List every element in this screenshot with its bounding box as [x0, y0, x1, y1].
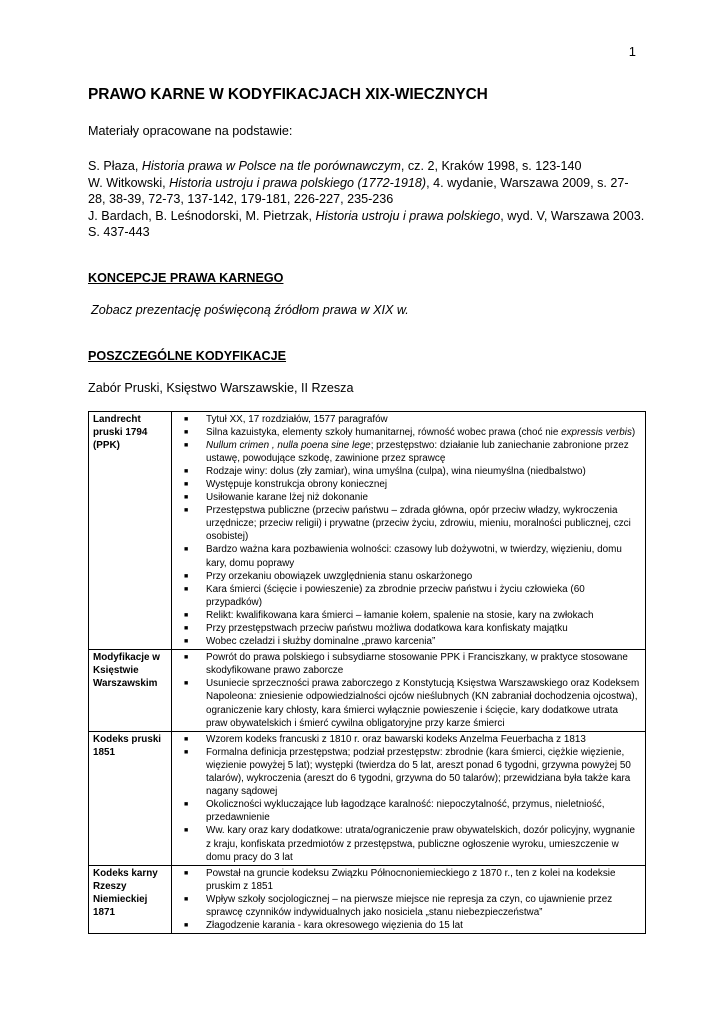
source-item: W. Witkowski, Historia ustroju i prawa polskiego (1772-1918), 4. wydanie, Warszawa 2009, s. 27-28, 38-39, 72-73, 137-142, 179-181, 226-227, 235-236 — [88, 175, 629, 206]
list-item-text: Wzorem kodeks francuski z 1810 r. oraz bawarski kodeks Anzelma Feuerbacha z 1813 — [206, 733, 586, 745]
list-item-text: Rodzaje winy: dolus (zły zamiar), wina umyślna (culpa), wina nieumyślna (niedbalstwo) — [206, 465, 586, 477]
list-item-text: ) — [631, 426, 636, 438]
list-item-text: Powstał na gruncie kodeksu Związku Północnoniemieckiego z 1870 r., ten z kolei na kodeksie pruskim z 1851 — [206, 867, 616, 892]
list-item-text: expressis verbis — [561, 426, 632, 438]
list-item — [184, 893, 641, 919]
list-item — [184, 609, 641, 622]
square-bullet-icon: ■ — [184, 748, 189, 756]
list-item-text: Wpływ szkoły socjologicznej – na pierwsze miejsce nie represja za czyn, co ujawnienie przez sprawcę czynników indywidualnych jako nosiciela „stanu niebezpieczeństwa” — [206, 893, 613, 918]
list-item-text: Formalna definicja przestępstwa; podział przestępstw: zbrodnie (kara śmierci, ciężkie więzienie, więzienie powyżej 5 lat); występki (twierdza do 5 lat, areszt ponad 6 tygodni, grzywna powyżej 50 talarów), wykroczenia (areszt do 6 tygodni, grzywna do 50 talarów); przewidziana była także kara nagany sądowej — [206, 746, 631, 798]
list-item-text: Powrót do prawa polskiego i subsydiarne stosowanie PPK i Franciszkany, w praktyce stosowane skodyfikowane prawo zaborcze — [206, 652, 628, 677]
square-bullet-icon: ■ — [184, 585, 189, 593]
square-bullet-icon: ■ — [184, 735, 189, 743]
square-bullet-icon: ■ — [184, 507, 189, 515]
square-bullet-icon: ■ — [184, 546, 189, 554]
square-bullet-icon: ■ — [184, 611, 189, 619]
list-item — [184, 426, 641, 439]
document-title: PRAWO KARNE W KODYFIKACJACH XIX-WIECZNYCH — [88, 86, 488, 103]
square-bullet-icon: ■ — [184, 895, 189, 903]
list-item-text: Bardzo ważna kara pozbawienia wolności: czasowy lub dożywotni, w twierdzy, więzieniu, domu kary, domu poprawy — [206, 544, 622, 569]
region-subheading: Zabór Pruski, Księstwo Warszawskie, II Rzesza — [88, 380, 354, 395]
list-item — [184, 635, 641, 648]
list-item-text: Ww. kary oraz kary dodatkowe: utrata/ograniczenie praw obywatelskich, dozór policyjny, wygnanie z kraju, konfiskata przedmiotów z przestępstwa, publiczne ogłoszenie wyroku, umieszczenie w domu pracy do 3 lat — [206, 825, 636, 863]
list-item — [184, 677, 641, 729]
list-item — [184, 543, 641, 569]
list-item-text: Silna kazuistyka, elementy szkoły humanitarnej, równość wobec prawa (choć nie — [206, 426, 562, 438]
list-item-text: Wobec czeladzi i służby dominalne „prawo karcenia” — [206, 636, 436, 648]
list-item-text: Tytuł XX, 17 rozdziałów, 1577 paragrafów — [206, 413, 388, 425]
list-item — [184, 622, 641, 635]
list-item — [184, 478, 641, 491]
list-item — [184, 504, 641, 543]
list-item-text: Przy przestępstwach przeciw państwu możliwa dodatkowa kara konfiskaty majątku — [206, 623, 568, 634]
list-item-text: Okoliczności wykluczające lub łagodzące karalność: niepoczytalność, przymus, nieletniość, przedawnienie — [206, 799, 605, 824]
square-bullet-icon: ■ — [184, 572, 189, 580]
list-item-text: Przy orzekaniu obowiązek uwzględnienia stanu oskarżonego — [206, 570, 473, 582]
square-bullet-icon: ■ — [184, 428, 189, 436]
table-row — [89, 650, 646, 732]
list-item-text: ; przestępstwo: działanie lub zaniechanie zabronione przez ustawę, powodujące szkodę, zawinione przez sprawcę — [206, 439, 629, 464]
square-bullet-icon: ■ — [184, 638, 189, 646]
document-body — [88, 86, 646, 934]
list-item — [184, 824, 641, 863]
bullet-list — [176, 867, 641, 932]
code-items-cell — [172, 731, 646, 865]
list-item — [184, 439, 641, 465]
code-name-cell: Landrecht pruski 1794 (PPK) — [89, 411, 172, 650]
source-item: J. Bardach, B. Leśnodorski, M. Pietrzak, Historia ustroju i prawa polskiego, wyd. V, Warszawa 2003. S. 437-443 — [88, 208, 645, 239]
page-number: 1 — [628, 44, 636, 59]
list-item — [184, 570, 641, 583]
list-item — [184, 491, 641, 504]
list-item — [184, 919, 641, 932]
section-heading-concepts: KONCEPCJE PRAWA KARNEGO — [88, 270, 284, 285]
square-bullet-icon: ■ — [184, 869, 189, 877]
square-bullet-icon: ■ — [184, 494, 189, 502]
list-item-text: Kara śmierci (ścięcie i powieszenie) za zbrodnie przeciw państwu i życiu człowieka (60 przypadków) — [206, 583, 585, 608]
list-item-text: Złagodzenie karania - kara okresowego więzienia do 15 lat — [206, 920, 463, 932]
square-bullet-icon: ■ — [184, 922, 189, 930]
list-item-text: Nullum crimen , nulla poena sine lege — [206, 439, 371, 451]
bullet-list — [176, 733, 641, 864]
code-items-cell — [172, 650, 646, 732]
square-bullet-icon: ■ — [184, 625, 189, 632]
code-items-cell — [172, 411, 646, 650]
bullet-list — [176, 413, 641, 649]
list-item-text: Usuniecie sprzeczności prawa zaborczego z Konstytucją Księstwa Warszawskiego oraz Kodeksem Napoleona: zniesienie odpowiedzialności ojców nieślubnych (KN zabraniał dochodzenia ojcostwa), ograniczenie kary chłosty, kara śmierci wyłącznie powieszenie i ścięcie, kary dodatkowe utrata praw obywatelskich i śmierć cywilna obligatoryjne przy karze śmierci — [206, 678, 640, 729]
list-item — [184, 733, 641, 746]
square-bullet-icon: ■ — [184, 680, 189, 688]
list-item-text: Relikt: kwalifikowana kara śmierci – łamanie kołem, spalenie na stosie, kary na zwłokach — [206, 609, 594, 621]
square-bullet-icon: ■ — [184, 827, 189, 835]
list-item — [184, 746, 641, 798]
sources-list — [88, 158, 646, 241]
list-item — [184, 867, 641, 893]
list-item — [184, 798, 641, 824]
section-heading-codifications: POSZCZEGÓLNE KODYFIKACJE — [88, 348, 287, 363]
table-row — [89, 411, 646, 650]
intro-text: Materiały opracowane na podstawie: — [88, 124, 293, 138]
source-item: S. Płaza, Historia prawa w Polsce na tle porównawczym, cz. 2, Kraków 1998, s. 123-140 — [88, 159, 582, 173]
square-bullet-icon: ■ — [184, 467, 189, 475]
list-item — [184, 465, 641, 478]
list-item — [184, 413, 641, 426]
bullet-list — [176, 651, 641, 730]
code-items-cell — [172, 865, 646, 933]
square-bullet-icon: ■ — [184, 654, 189, 662]
presentation-note: Zobacz prezentację poświęconą źródłom prawa w XIX w. — [91, 302, 409, 317]
list-item — [184, 651, 641, 677]
table-row — [89, 731, 646, 865]
table-row — [89, 865, 646, 933]
square-bullet-icon: ■ — [184, 415, 189, 423]
list-item-text: Występuje konstrukcja obrony koniecznej — [206, 478, 388, 490]
code-name-cell: Modyfikacje w Księstwie Warszawskim — [89, 650, 172, 732]
list-item-text: Przestępstwa publiczne (przeciw państwu – zdrada główna, opór przeciw władzy, wykroczenia urzędnicze; przeciw religii) i prywatne (przeciw życiu, zdrowiu, mieniu, moralności publicznej, czci osobistej) — [206, 505, 631, 543]
square-bullet-icon: ■ — [184, 801, 189, 809]
codifications-table — [88, 411, 646, 935]
list-item — [184, 583, 641, 609]
list-item-text: Usiłowanie karane lżej niż dokonanie — [206, 492, 368, 504]
square-bullet-icon: ■ — [184, 480, 189, 488]
code-name-cell: Kodeks karny Rzeszy Niemieckiej 1871 — [89, 865, 172, 933]
square-bullet-icon: ■ — [184, 441, 189, 449]
code-name-cell: Kodeks pruski 1851 — [89, 731, 172, 865]
